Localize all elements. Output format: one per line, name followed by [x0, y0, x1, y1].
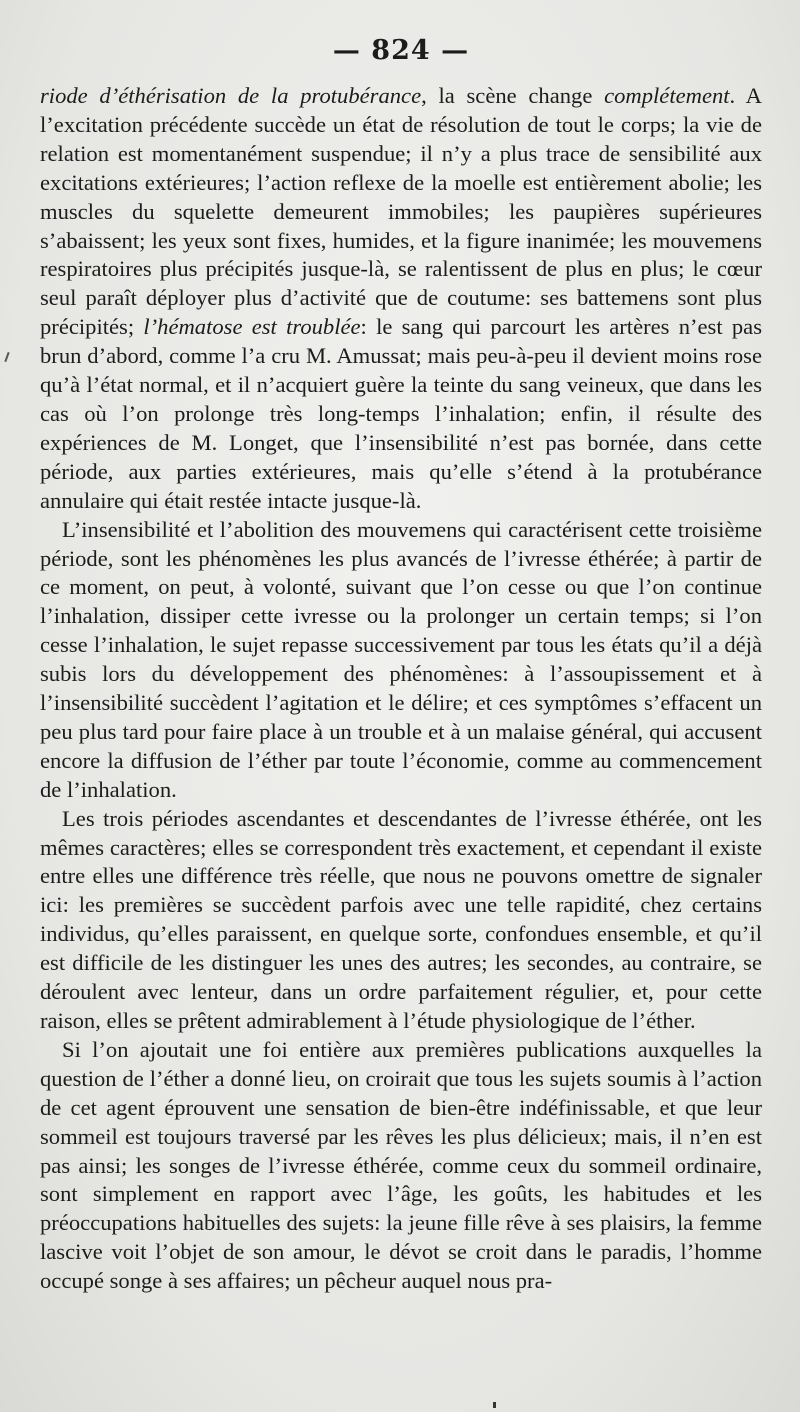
italic-lead: riode d’éthérisation de la protubérance: [40, 83, 422, 108]
bottom-mark: [493, 1402, 496, 1408]
body-text: [40, 82, 762, 1296]
page-number: — 824 —: [332, 35, 470, 66]
paragraph-4: Si l’on ajoutait une foi entière aux premières publications auxquelles la question de l’éther a donné lieu, on croirait que tous les sujets soumis à l’action de cet agent éprouvent une sensation de bien-être indéfinissable, et que leur sommeil est toujours traversé par les rêves les plus délicieux; mais, il n’en est pas ainsi; les songes de l’ivresse éthérée, comme ceux du sommeil ordinaire, sont simplement en rapport avec l’âge, les goûts, les habitudes et les préoccupations habituelles des sujets: la jeune fille rêve à ses plaisirs, la femme lascive voit l’objet de son amour, le dévot se croit dans le paradis, l’homme occupé songe à ses affaires; un pêcheur auquel nous pra-: [40, 1036, 762, 1294]
paragraph-1-text-b: . A l’excitation précédente succède un état de résolution de tout le corps; la vie de relation est momentanément suspendue; il n’y a plus trace de sensibilité aux excitations extérieures; l’action reflexe de la moelle est entièrement abolie; les muscles du squelette demeurent immobiles; les paupières supérieures s’abaissent; les yeux sont fixes, humides, et la figure inanimée; les mouvemens respiratoires plus précipités jusque-là, se ralentissent de plus en plus; le cœur seul paraît déployer plus d’activité que de coutume: ses battemens sont plus précipités;: [40, 83, 762, 340]
italic-hematose: l’hématose est troublée: [143, 314, 361, 340]
paragraph-1: [40, 82, 762, 516]
italic-emphasis: complétement: [604, 83, 730, 108]
paragraph-1-text-a: , la scène change: [421, 83, 605, 108]
paragraph-2: L’insensibilité et l’abolition des mouvemens qui caractérisent cette troisième période, sont les phénomènes les plus avancés de l’ivresse éthérée; à partir de ce moment, on peut, à volonté, suivant que l’on cesse ou que l’on continue l’inhalation, dissiper cette ivresse ou la prolonger un certain temps; si l’on cesse l’inhalation, le sujet repasse successivement par tous les états qu’il a déjà subis lors du développement des phénomènes: à l’assoupissement et à l’insensibilité succèdent l’agitation et le délire; et ces symptômes s’effacent un peu plus tard pour faire place à un trouble et à un malaise général, qui accusent encore la diffusion de l’éther par toute l’économie, comme au commencement de l’inhalation.: [40, 516, 762, 802]
paragraph-3: Les trois périodes ascendantes et descendantes de l’ivresse éthérée, ont les mêmes caractères; elles se correspondent très exactement, et cependant il existe entre elles une différence très réelle, que nous ne pouvons omettre de signaler ici: les premières se succèdent parfois avec une telle rapidité, chez certains individus, qu’elles paraissent, en quelque sorte, confondues ensemble, et qu’il est difficile de les distinguer les unes des autres; les secondes, au contraire, se déroulent avec lenteur, dans un ordre parfaitement régulier, et, pour cette raison, elles se prêtent admirablement à l’étude physiologique de l’éther.: [40, 805, 762, 1033]
margin-mark: [4, 352, 9, 362]
paragraph-1-text-c: : le sang qui parcourt les artères n’est pas brun d’abord, comme l’a cru M. Amussat; mais peu-à-peu il devient moins rose qu’à l’état normal, et il n’acquiert guère la teinte du sang veineux, que dans les cas où l’on prolonge très long-temps l’inhalation; enfin, il résulte des expériences de M. Longet, que l’insensibilité n’est pas bornée, dans cette période, aux parties extérieures, mais qu’elle s’étend à la protubérance annulaire qui était restée intacte jusque-là.: [40, 314, 762, 513]
